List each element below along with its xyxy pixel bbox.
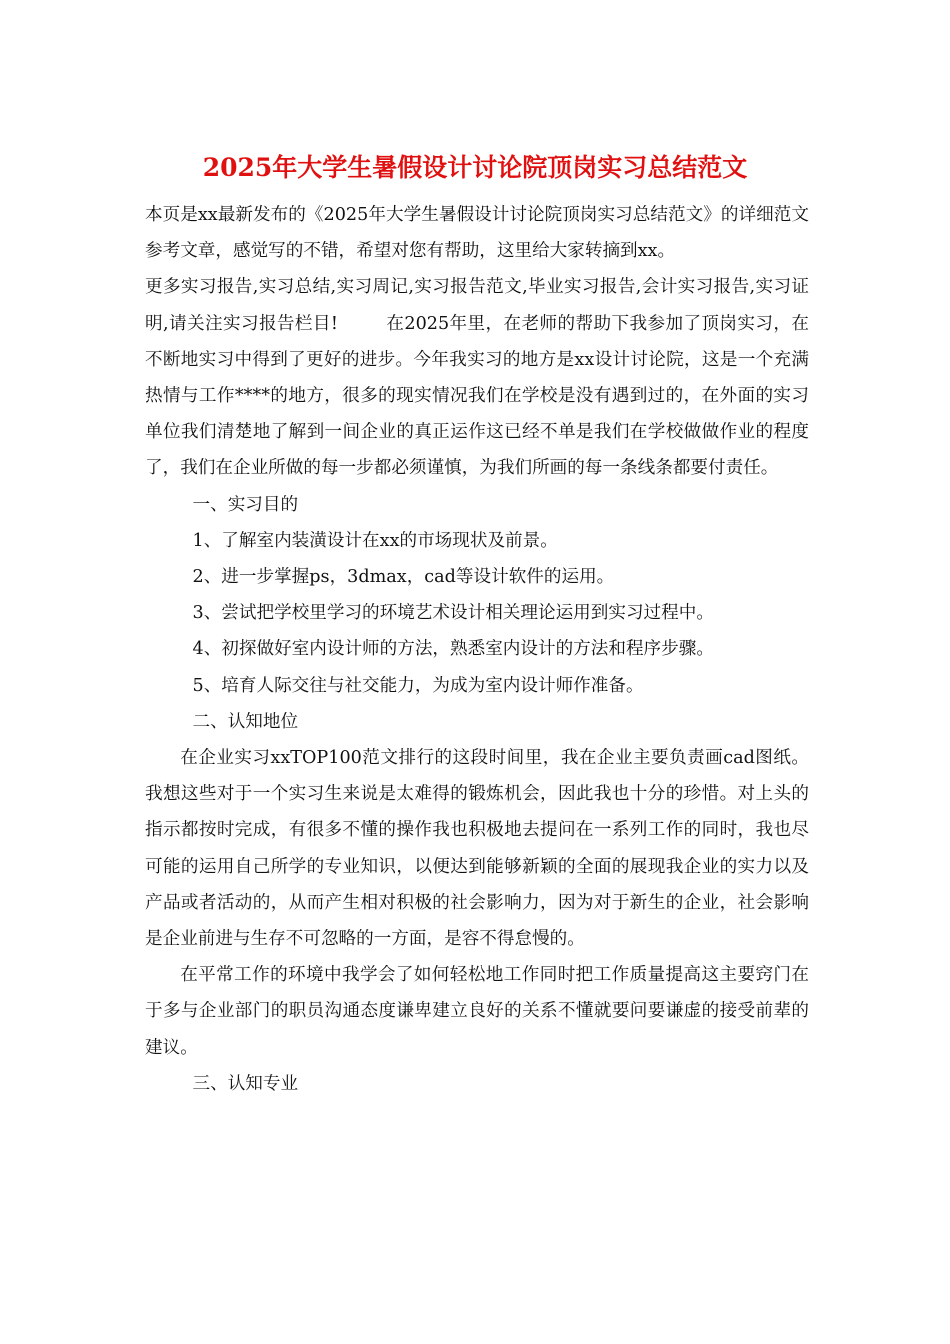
body-paragraph: 在企业实习xxTOP100范文排行的这段时间里，我在企业主要负责画cad图纸。我想这些对于一个实习生来说是太难得的锻炼机会，因此我也十分的珍惜。对上头的指示都按时完成，有很多不懂的操作我也积极地去提问在一系列工作的同时，我也尽可能的运用自己所学的专业知识，以便达到能够新颖的全面的展现我企业的实力以及产品或者活动的，从而产生相对积极的社会影响力，因为对于新生的企业，社会影响是企业前进与生存不可忽略的一方面，是容不得怠慢的。 <box>145 748 809 950</box>
list-item: 4、初探做好室内设计师的方法，熟悉室内设计的方法和程序步骤。 <box>192 639 714 660</box>
intro-body-text: 在2025年里，在老师的帮助下我参加了顶岗实习，在不断地实习中得到了更好的进步。今年我实习的地方是xx设计讨论院，这是一个充满热情与工作****的地方，很多的现实情况我们在学校是没有遇到过的，在外面的实习单位我们清楚地了解到一间企业的真正运作这已经不单是我们在学校做做作业的程度了，我们在企业所做的每一步都必须谨慎，为我们所画的每一条线条都要付责任。 <box>145 313 809 479</box>
list-item: 2、进一步掌握ps，3dmax，cad等设计软件的运用。 <box>192 567 615 588</box>
list-item: 1、了解室内装潢设计在xx的市场现状及前景。 <box>192 530 558 551</box>
section-heading: 一、实习目的 <box>192 494 299 515</box>
list-item: 3、尝试把学校里学习的环境艺术设计相关理论运用到实习过程中。 <box>192 603 714 624</box>
document-body <box>145 197 809 1102</box>
document-title: 2025年大学生暑假设计讨论院顶岗实习总结范文 <box>202 153 748 182</box>
body-paragraph: 在平常工作的环境中我学会了如何轻松地工作同时把工作质量提高这主要窍门在于多与企业部门的职员沟通态度谦卑建立良好的关系不懂就要问要谦虚的接受前辈的建议。 <box>145 965 809 1058</box>
intro-paragraph: 本页是xx最新发布的《2025年大学生暑假设计讨论院顶岗实习总结范文》的详细范文参考文章，感觉写的不错，希望对您有帮助，这里给大家转摘到xx。 <box>145 205 809 262</box>
more-reports-text: 更多实习报告,实习总结,实习周记,实习报告范文,毕业实习报告,会计实习报告,实习证明,请关注实习报告栏目! <box>145 277 809 334</box>
list-item: 5、培育人际交往与社交能力，为成为室内设计师作准备。 <box>192 675 644 696</box>
section-heading: 二、认知地位 <box>192 711 299 732</box>
section-heading: 三、认知专业 <box>192 1073 299 1094</box>
intro-paragraph-2 <box>145 269 809 486</box>
